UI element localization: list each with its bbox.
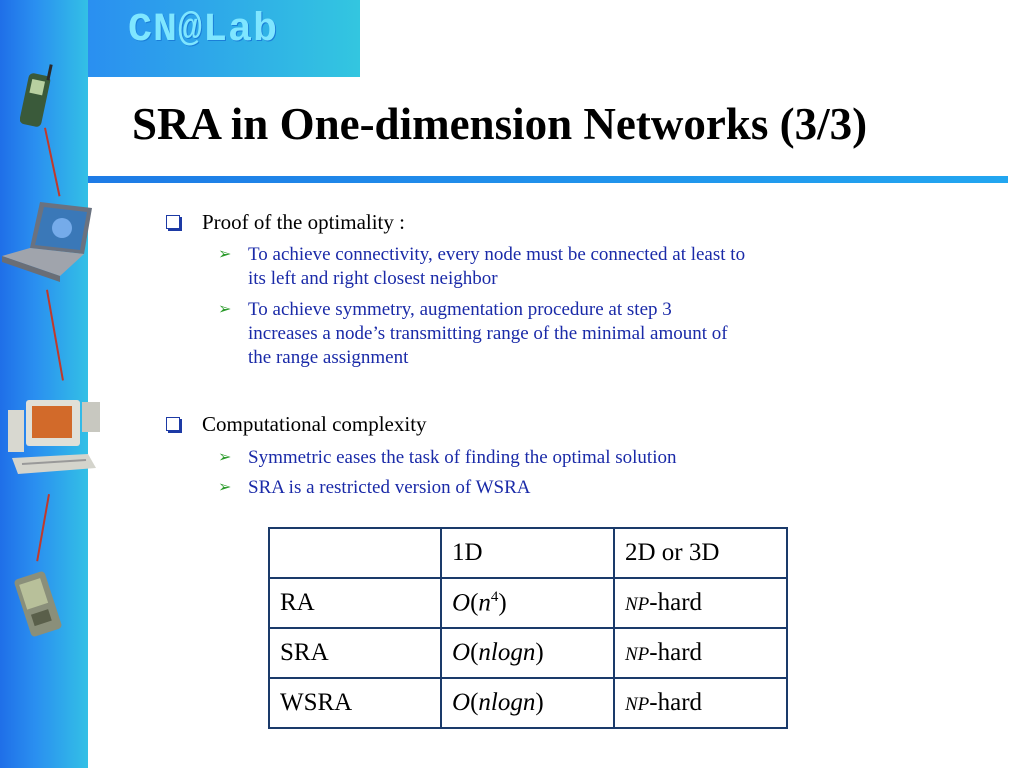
laptop-icon <box>0 200 100 293</box>
text: NP <box>625 694 650 715</box>
text: To achieve <box>248 244 336 265</box>
text: nlogn <box>478 639 536 666</box>
text: NP <box>625 594 650 615</box>
checkbox-bullet-icon <box>166 215 180 229</box>
arrow-bullet-icon: ➢ <box>218 479 232 496</box>
table-cell: 2D or 3D <box>614 528 787 578</box>
bullet-heading: Computational complexity <box>202 412 427 436</box>
bullet-heading: Proof of the optimality : <box>202 210 405 234</box>
table-cell: O(nlogn) <box>441 628 614 678</box>
title-rule <box>88 176 1008 183</box>
complexity-table <box>268 527 788 729</box>
text: O <box>452 589 471 617</box>
text: Symmetric eases the task of finding the optimal solution <box>248 447 677 468</box>
sub-bullet-restricted <box>218 476 938 500</box>
table-row <box>269 678 787 728</box>
table-row <box>269 628 787 678</box>
text: 4 <box>490 588 499 605</box>
text: NP <box>625 644 650 665</box>
table-cell: WSRA <box>269 678 441 728</box>
text: the range assignment <box>248 347 409 368</box>
text: augmentation procedure at step 3 <box>414 299 672 320</box>
table-cell <box>614 578 787 628</box>
text: nlogn <box>478 689 536 716</box>
table-cell: $O(n^4)$ <box>441 578 614 628</box>
arrow-bullet-icon: ➢ <box>218 301 232 318</box>
sub-bullet-connectivity <box>218 243 938 291</box>
mobile-phone-icon <box>20 62 64 137</box>
table-cell: SRA <box>269 628 441 678</box>
arrow-bullet-icon: ➢ <box>218 246 232 263</box>
keyword: symmetry, <box>335 299 415 320</box>
sub-bullet-symmetry <box>218 298 938 370</box>
bullet-complexity <box>168 412 427 437</box>
text: its left and right closest neighbor <box>248 268 498 289</box>
table-header-row <box>269 528 787 578</box>
checkbox-bullet-icon <box>166 417 180 431</box>
text: n <box>478 589 491 617</box>
desktop-computer-icon <box>2 396 102 487</box>
table-cell: O(nlogn) <box>441 678 614 728</box>
text: increases a node’s transmitting range of the minimal amount of <box>248 323 728 344</box>
text: SRA is a restricted version of WSRA <box>248 477 531 498</box>
text: , every node must be connected at least to <box>427 244 746 265</box>
text: -hard <box>649 689 703 716</box>
text: To achieve <box>248 299 336 320</box>
text: -hard <box>649 639 703 666</box>
arrow-bullet-icon: ➢ <box>218 449 232 466</box>
table-cell: RA <box>269 578 441 628</box>
keyword: connectivity <box>335 244 428 265</box>
slide-title: SRA in One-dimension Networks (3/3) <box>132 99 868 149</box>
logo: CN@Lab <box>128 8 279 53</box>
text: O <box>452 689 471 716</box>
table-cell: 1D <box>441 528 614 578</box>
table-cell <box>614 678 787 728</box>
table-cell <box>269 528 441 578</box>
text: O <box>452 639 471 666</box>
text: -hard <box>649 589 703 616</box>
table-cell <box>614 628 787 678</box>
table-row <box>269 578 787 628</box>
bullet-proof <box>168 210 405 235</box>
pda-icon <box>14 568 74 645</box>
sub-bullet-symmetric <box>218 446 938 470</box>
